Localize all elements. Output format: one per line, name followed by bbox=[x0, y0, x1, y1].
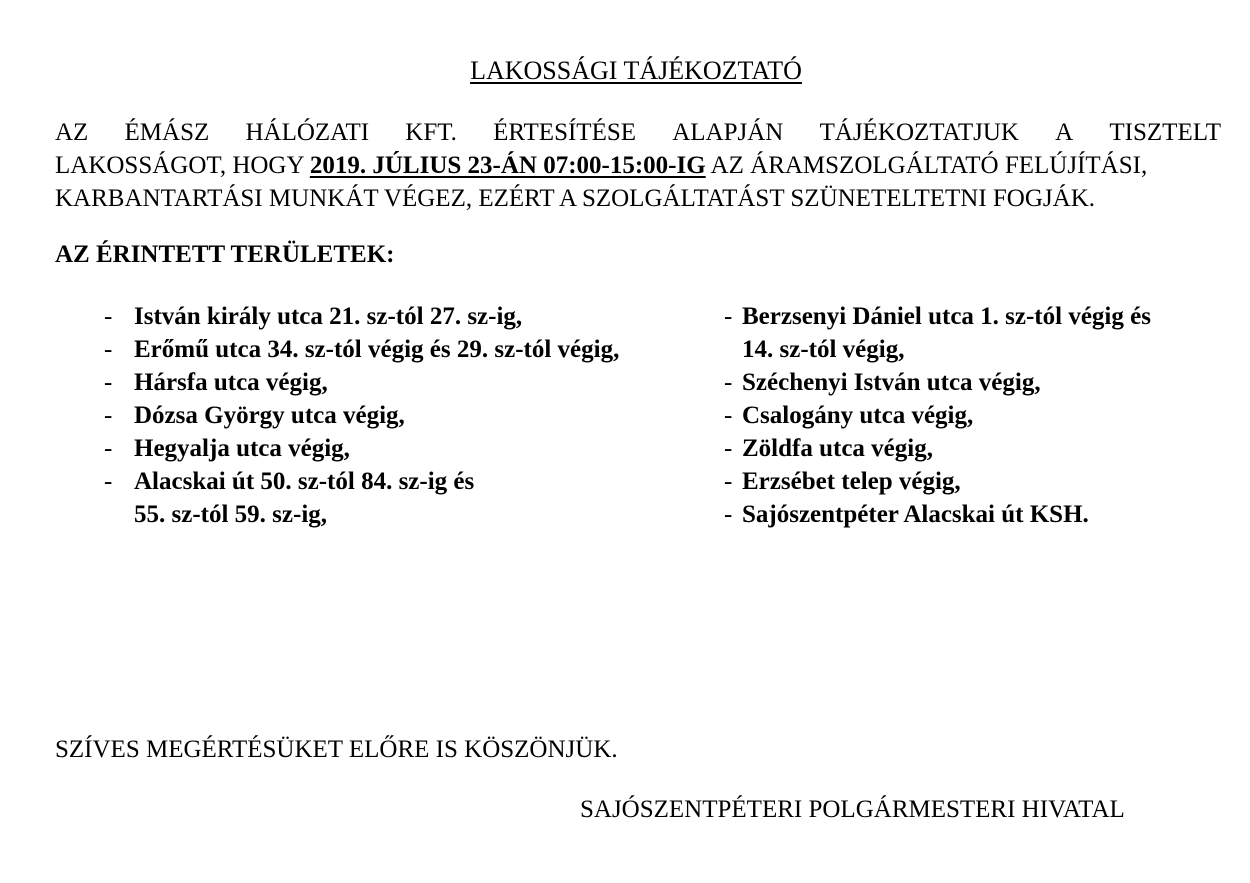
area-text: 55. sz-tól 59. sz-ig, bbox=[134, 501, 328, 528]
dash-bullet: - bbox=[104, 336, 113, 363]
dash-bullet: - bbox=[104, 402, 113, 429]
area-item bbox=[104, 366, 714, 399]
area-item bbox=[104, 432, 714, 465]
dash-bullet: - bbox=[724, 435, 733, 462]
area-text: Zöldfa utca végig, bbox=[742, 435, 933, 462]
document-title: LAKOSSÁGI TÁJÉKOZTATÓ bbox=[470, 56, 802, 85]
area-text: Csalogány utca végig, bbox=[742, 402, 974, 429]
areas-list-left bbox=[104, 300, 714, 531]
closing-text: SZÍVES MEGÉRTÉSÜKET ELŐRE IS KÖSZÖNJÜK. bbox=[55, 736, 618, 763]
area-item bbox=[724, 465, 1204, 498]
area-text: Berzsenyi Dániel utca 1. sz-tól végig és bbox=[742, 303, 1151, 330]
area-item bbox=[724, 366, 1204, 399]
area-item bbox=[724, 498, 1204, 531]
dash-bullet: - bbox=[724, 468, 733, 495]
area-text: 14. sz-tól végig, bbox=[742, 336, 905, 363]
area-item bbox=[724, 432, 1204, 465]
intro-word: KFT. bbox=[405, 119, 457, 146]
intro-line-2-before: LAKOSSÁGOT, HOGY bbox=[55, 152, 310, 179]
intro-line-1 bbox=[55, 116, 1221, 149]
intro-word: TISZTELT bbox=[1109, 119, 1221, 146]
intro-word: ALAPJÁN bbox=[672, 119, 784, 146]
areas-list-right bbox=[724, 300, 1204, 531]
dash-bullet: - bbox=[724, 303, 733, 330]
dash-bullet: - bbox=[724, 402, 733, 429]
area-item bbox=[104, 399, 714, 432]
area-item bbox=[724, 399, 1204, 432]
dash-bullet: - bbox=[724, 369, 733, 396]
area-text: Dózsa György utca végig, bbox=[134, 402, 405, 429]
intro-word: AZ bbox=[55, 119, 89, 146]
intro-word: A bbox=[1055, 119, 1074, 146]
area-item bbox=[724, 300, 1204, 333]
intro-line-2 bbox=[55, 149, 1221, 182]
area-item bbox=[104, 333, 714, 366]
area-text: Sajószentpéter Alacskai út KSH. bbox=[742, 501, 1089, 528]
outage-date-highlight: 2019. JÚLIUS 23-ÁN 07:00-15:00-IG bbox=[309, 152, 706, 179]
intro-word: HÁLÓZATI bbox=[245, 119, 370, 146]
intro-word: ÉRTESÍTÉSE bbox=[493, 119, 637, 146]
dash-bullet: - bbox=[104, 303, 113, 330]
dash-bullet: - bbox=[104, 369, 113, 396]
intro-word: ÉMÁSZ bbox=[124, 119, 210, 146]
intro-word: TÁJÉKOZTATJUK bbox=[819, 119, 1019, 146]
area-item-continuation bbox=[104, 498, 714, 531]
signature: SAJÓSZENTPÉTERI POLGÁRMESTERI HIVATAL bbox=[580, 796, 1125, 823]
areas-heading: AZ ÉRINTETT TERÜLETEK: bbox=[55, 241, 395, 268]
area-text: Alacskai út 50. sz-tól 84. sz-ig és bbox=[134, 468, 475, 495]
intro-line-2-after: AZ ÁRAMSZOLGÁLTATÓ FELÚJÍTÁSI, bbox=[705, 152, 1148, 179]
area-text: Széchenyi István utca végig, bbox=[742, 369, 1041, 396]
area-text: István király utca 21. sz-tól 27. sz-ig, bbox=[134, 303, 523, 330]
area-text: Erzsébet telep végig, bbox=[742, 468, 961, 495]
dash-bullet: - bbox=[724, 501, 733, 528]
dash-bullet: - bbox=[104, 435, 113, 462]
intro-line-3: KARBANTARTÁSI MUNKÁT VÉGEZ, EZÉRT A SZOLGÁLTATÁST SZÜNETELTETNI FOGJÁK. bbox=[55, 185, 1096, 212]
area-item bbox=[104, 465, 714, 498]
area-item-continuation bbox=[724, 333, 1204, 366]
dash-bullet: - bbox=[104, 468, 113, 495]
intro-paragraph bbox=[55, 116, 1221, 215]
area-text: Hegyalja utca végig, bbox=[134, 435, 350, 462]
area-text: Erőmű utca 34. sz-tól végig és 29. sz-tól végig, bbox=[134, 336, 620, 363]
area-item bbox=[104, 300, 714, 333]
area-text: Hársfa utca végig, bbox=[134, 369, 328, 396]
